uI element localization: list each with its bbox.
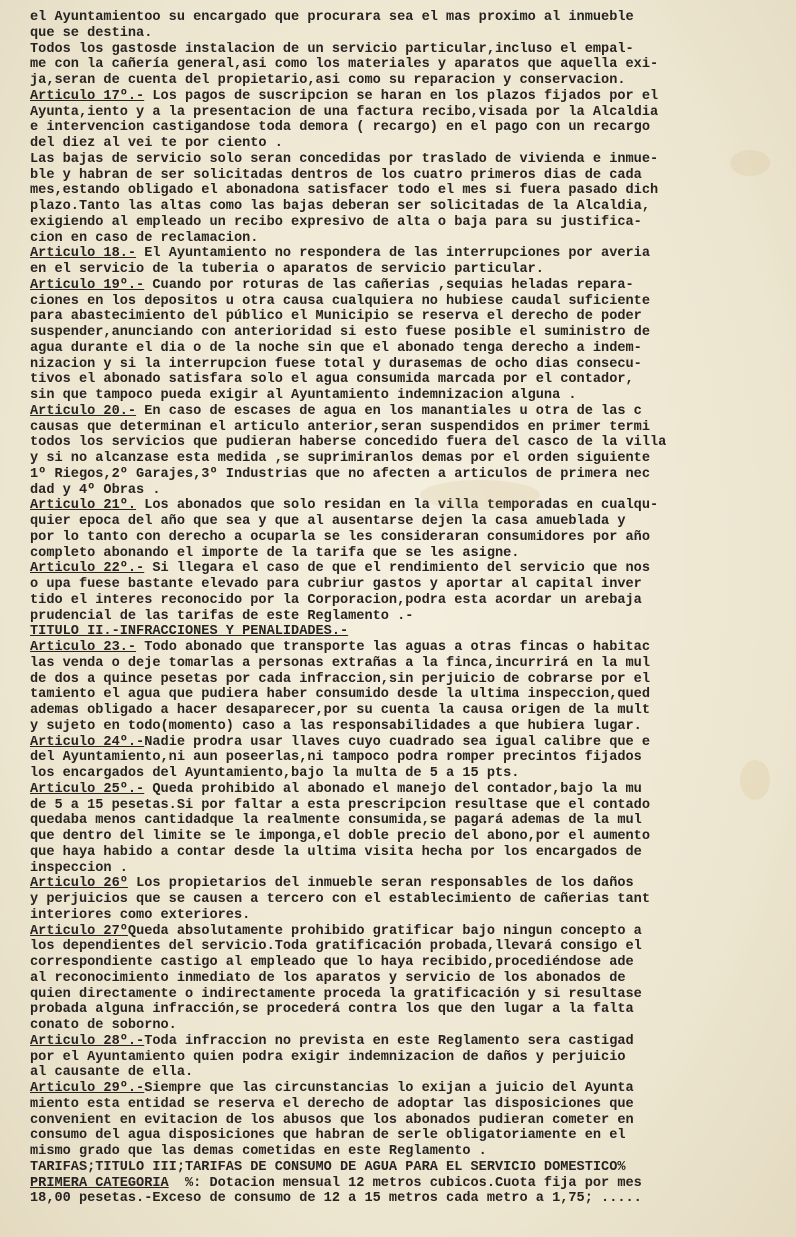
line-text: de 5 a 15 pesetas.Si por faltar a esta prescripcion resultase que el contado xyxy=(30,797,650,813)
line-text: me con la cañería general,asi como los materiales y aparatos que aquella exi- xyxy=(30,57,659,73)
line-text: quien directamente o indirectamente proceda la gratificación y si resultase xyxy=(30,986,642,1002)
article-heading: Articulo 19º.- xyxy=(30,277,145,293)
line-text: nizacion y si la interrupcion fuese total y durasemas de ocho dias consecu- xyxy=(30,356,642,372)
article-heading: Articulo 21º. xyxy=(30,498,137,514)
text-line xyxy=(30,26,778,42)
text-line xyxy=(30,136,778,152)
article-heading: Articulo 18.- xyxy=(30,246,137,262)
text-line xyxy=(30,120,778,136)
text-line xyxy=(30,483,778,499)
article-line xyxy=(30,1034,778,1050)
line-text: del Ayuntamiento,ni aun poseerlas,ni tampoco podra romper precintos fijados xyxy=(30,750,642,766)
line-text: plazo.Tanto las altas como las bajas deberan ser solicitadas de la Alcaldia, xyxy=(30,199,650,214)
text-line xyxy=(30,105,778,121)
text-line xyxy=(30,325,778,341)
line-text: dad y 4º Obras . xyxy=(30,482,161,498)
text-line xyxy=(30,451,778,467)
line-text: tido el interes reconocido por la Corporacion,podra esta acordar un arebaja xyxy=(30,592,642,608)
article-heading: Articulo 26º xyxy=(30,876,128,892)
text-line xyxy=(30,341,778,357)
article-heading: Articulo 17º.- xyxy=(30,88,145,104)
text-line xyxy=(30,388,778,404)
text-line xyxy=(30,183,778,199)
paper-stain xyxy=(730,150,770,176)
line-text: Ayunta,iento y a la presentacion de una factura recibo,visada por la Alcaldia xyxy=(30,104,659,120)
text-line xyxy=(30,987,778,1003)
text-line xyxy=(30,372,778,388)
line-text: Los pagos de suscripcion se haran en los plazos fijados por el xyxy=(144,88,659,104)
line-text: probada alguna infracción,se procederá contra los que den lugar a la falta xyxy=(30,1002,634,1018)
line-text: %: Dotacion mensual 12 metros cubicos.Cuota fija por mes xyxy=(168,1175,642,1191)
paper-stain xyxy=(420,480,540,510)
text-line xyxy=(30,168,778,184)
article-heading: TITULO II.-INFRACCIONES Y PENALIDADES.- xyxy=(30,624,349,640)
line-text: 18,00 pesetas.-Exceso de consumo de 12 a 15 metros cada metro a 1,75; ..... xyxy=(30,1191,642,1207)
text-line xyxy=(30,955,778,971)
text-line xyxy=(30,231,778,247)
line-text: quier epoca del año que sea y que al ausentarse dejen la casa amueblada y xyxy=(30,514,626,529)
text-line xyxy=(30,73,778,89)
text-line xyxy=(30,152,778,168)
text-line xyxy=(30,719,778,735)
text-line xyxy=(30,577,778,593)
line-text: mismo grado que las demas cometidas en este Reglamento . xyxy=(30,1144,487,1159)
line-text: conato de soborno. xyxy=(30,1018,177,1033)
text-line xyxy=(30,1050,778,1066)
text-line xyxy=(30,309,778,325)
line-text: miento esta entidad se reserva el derecho de adoptar las disposiciones que xyxy=(30,1096,634,1112)
line-text: por el Ayuntamiento quien podra exigir indemnizacion de daños y perjuicio xyxy=(30,1049,626,1065)
line-text: ja,seran de cuenta del propietario,asi como su reparacion y conservacion. xyxy=(30,73,626,88)
line-text: los encargados del Ayuntamiento,bajo la multa de 5 a 15 pts. xyxy=(30,766,520,781)
line-text: Los propietarios del inmueble seran responsables de los daños xyxy=(127,876,634,892)
article-heading: Articulo 28º.- xyxy=(30,1033,145,1049)
text-line xyxy=(30,1018,778,1034)
article-heading: Articulo 23.- xyxy=(30,640,137,655)
line-text: o upa fuese bastante elevado para cubriur gastos y aportar al capital inver xyxy=(30,577,642,592)
text-line xyxy=(30,1097,778,1113)
line-text: 1º Riegos,2º Garajes,3º Industrias que no afecten a articulos de primera nec xyxy=(30,466,650,482)
article-line xyxy=(30,924,778,940)
line-text: Cuando por roturas de las cañerias ,sequias heladas repara- xyxy=(144,277,634,293)
text-line xyxy=(30,798,778,814)
text-line xyxy=(30,908,778,924)
text-line xyxy=(30,939,778,955)
line-text: En caso de escases de agua en los manantiales u otra de las c xyxy=(136,403,642,419)
text-line xyxy=(30,687,778,703)
text-line xyxy=(30,656,778,672)
line-text: para abastecimiento del público el Municipio se reserva el derecho de poder xyxy=(30,309,642,325)
line-text: al reconocimiento inmediato de los aparatos y servicio de los abonados de xyxy=(30,970,626,986)
line-text: que se destina. xyxy=(30,25,153,41)
line-text: tivos el abonado satisfara solo el agua consumida marcada por el contador, xyxy=(30,372,634,388)
article-line xyxy=(30,640,778,656)
text-line xyxy=(30,514,778,530)
text-line xyxy=(30,593,778,609)
line-text: suspender,anunciando con anterioridad si esto fuese posible el suministro de xyxy=(30,325,650,340)
article-heading: Articulo 20.- xyxy=(30,403,137,419)
article-line xyxy=(30,1081,778,1097)
article-heading: Articulo 25º.- xyxy=(30,781,145,797)
line-text: consumo del agua disposiciones que habran de serle obligatoriamente en el xyxy=(30,1128,626,1144)
article-line xyxy=(30,561,778,577)
line-text: Toda infraccion no prevista en este Reglamento sera castigad xyxy=(144,1033,634,1049)
text-line xyxy=(30,829,778,845)
line-text: agua durante el dia o de la noche sin que el abonado tenga derecho a indem- xyxy=(30,340,642,356)
line-text: completo abonando el importe de la tarifa que se les asigne. xyxy=(30,545,520,561)
line-text: Queda absolutamente prohibido gratificar bajo ningun concepto a xyxy=(127,923,642,939)
line-text: que haya habido a contar desde la ultima visita hecha por los encargados de xyxy=(30,844,642,860)
article-line xyxy=(30,876,778,892)
text-line xyxy=(30,971,778,987)
text-line xyxy=(30,892,778,908)
text-line xyxy=(30,435,778,451)
line-text: convenient en evitacion de los abusos que los abonados pudieran cometer en xyxy=(30,1112,634,1128)
text-line xyxy=(30,42,778,58)
article-line xyxy=(30,782,778,798)
line-text: ademas obligado a hacer desaparecer,por su cuenta la causa origen de la mult xyxy=(30,703,650,718)
line-text: de dos a quince pesetas por cada infraccion,sin perjuicio de cobrarse por el xyxy=(30,671,650,687)
line-text: TARIFAS;TITULO III;TARIFAS DE CONSUMO DE AGUA PARA EL SERVICIO DOMESTICO% xyxy=(30,1159,626,1175)
line-text: tamiento el agua que pudiera haber consumido desde la ultima inspeccion,qued xyxy=(30,687,650,703)
line-text: al causante de ella. xyxy=(30,1065,194,1081)
line-text: Si llegara el caso de que el rendimiento del servicio que nos xyxy=(144,561,650,577)
line-text: y perjuicios que se causen a tercero con el establecimiento de cañerias tant xyxy=(30,892,650,907)
text-line xyxy=(30,215,778,231)
text-line xyxy=(30,1160,778,1176)
article-line xyxy=(30,89,778,105)
line-text: exigiendo al empleado un recibo expresivo de alta o baja para su justifica- xyxy=(30,214,642,230)
document-body xyxy=(30,10,778,1207)
line-text: e intervencion castigandose toda demora ( recargo) en el pago con un recargo xyxy=(30,120,650,136)
text-line xyxy=(30,420,778,436)
line-text: que dentro del limite se le imponga,el doble precio del abono,por el aumento xyxy=(30,829,650,844)
line-text: Nadie prodra usar llaves cuyo cuadrado sea igual calibre que e xyxy=(144,734,650,750)
line-text: inspeccion . xyxy=(30,860,128,876)
line-text: Los abonados que solo residan en la villa temporadas en cualqu- xyxy=(136,498,659,514)
article-line xyxy=(30,624,778,640)
line-text: Siempre que las circunstancias lo exijan a juicio del Ayunta xyxy=(144,1081,634,1096)
article-line xyxy=(30,1176,778,1192)
text-line xyxy=(30,1144,778,1160)
text-line xyxy=(30,813,778,829)
line-text: y si no alcanzase esta medida ,se suprimiranlos demas por el orden siguiente xyxy=(30,451,650,466)
article-line xyxy=(30,498,778,514)
text-line xyxy=(30,1065,778,1081)
text-line xyxy=(30,1113,778,1129)
line-text: mes,estando obligado el abonadona satisfacer todo el mes si fuera pasado dich xyxy=(30,183,659,199)
line-text: interiores como exteriores. xyxy=(30,907,251,923)
line-text: Todo abonado que transporte las aguas a otras fincas o habitac xyxy=(136,640,650,655)
line-text: las venda o deje tomarlas a personas extrañas a la finca,incurrirá en la mul xyxy=(30,655,650,671)
text-line xyxy=(30,672,778,688)
text-line xyxy=(30,262,778,278)
article-line xyxy=(30,404,778,420)
text-line xyxy=(30,750,778,766)
paper-stain xyxy=(740,760,770,800)
text-line xyxy=(30,861,778,877)
text-line xyxy=(30,57,778,73)
text-line xyxy=(30,357,778,373)
line-text: todos los servicios que pudieran haberse concedido fuera del casco de la villa xyxy=(30,435,667,451)
line-text: en el servicio de la tuberia o aparatos de servicio particular. xyxy=(30,262,544,277)
article-heading: PRIMERA CATEGORIA xyxy=(30,1175,169,1191)
line-text: el Ayuntamientoo su encargado que procurara sea el mas proximo al inmueble xyxy=(30,10,634,25)
line-text: correspondiente castigo al empleado que lo haya recibido,procediéndose ade xyxy=(30,955,634,970)
text-line xyxy=(30,1002,778,1018)
text-line xyxy=(30,845,778,861)
article-heading: Articulo 27º xyxy=(30,923,128,939)
article-line xyxy=(30,278,778,294)
article-heading: Articulo 22º.- xyxy=(30,561,145,577)
line-text: los dependientes del servicio.Toda gratificación probada,llevará consigo el xyxy=(30,939,642,955)
article-line xyxy=(30,735,778,751)
line-text: del diez al vei te por ciento . xyxy=(30,136,283,151)
line-text: por lo tanto con derecho a ocuparla se les consideraran consumidores por año xyxy=(30,529,650,545)
line-text: ciones en los depositos u otra causa cualquiera no hubiese caudal suficiente xyxy=(30,293,650,309)
line-text: El Ayuntamiento no respondera de las interrupciones por averia xyxy=(136,246,650,262)
line-text: Las bajas de servicio solo seran concedidas por traslado de vivienda e inmue- xyxy=(30,151,659,167)
line-text: causas que determinan el articulo anterior,seran suspendidos en primer termi xyxy=(30,419,650,435)
text-line xyxy=(30,199,778,215)
text-line xyxy=(30,1191,778,1207)
line-text: sin que tampoco pueda exigir al Ayuntamiento indemnizacion alguna . xyxy=(30,388,577,403)
article-heading: Articulo 29º.- xyxy=(30,1081,145,1096)
text-line xyxy=(30,546,778,562)
line-text: quedaba menos cantidadque la realmente consumida,se pagará ademas de la mul xyxy=(30,813,642,829)
text-line xyxy=(30,766,778,782)
line-text: Queda prohibido al abonado el manejo del contador,bajo la mu xyxy=(144,781,642,797)
text-line xyxy=(30,294,778,310)
line-text: Todos los gastosde instalacion de un servicio particular,incluso el empal- xyxy=(30,41,634,57)
text-line xyxy=(30,609,778,625)
text-line xyxy=(30,1128,778,1144)
line-text: y sujeto en todo(momento) caso a las responsabilidades a que hubiera lugar. xyxy=(30,718,642,734)
text-line xyxy=(30,467,778,483)
article-heading: Articulo 24º.- xyxy=(30,734,145,750)
line-text: cion en caso de reclamacion. xyxy=(30,230,259,246)
article-line xyxy=(30,246,778,262)
text-line xyxy=(30,530,778,546)
line-text: ble y habran de ser solicitadas dentros de los cuatro primeros dias de cada xyxy=(30,167,642,183)
text-line xyxy=(30,10,778,26)
line-text: prudencial de las tarifas de este Reglamento .- xyxy=(30,608,414,624)
text-line xyxy=(30,703,778,719)
